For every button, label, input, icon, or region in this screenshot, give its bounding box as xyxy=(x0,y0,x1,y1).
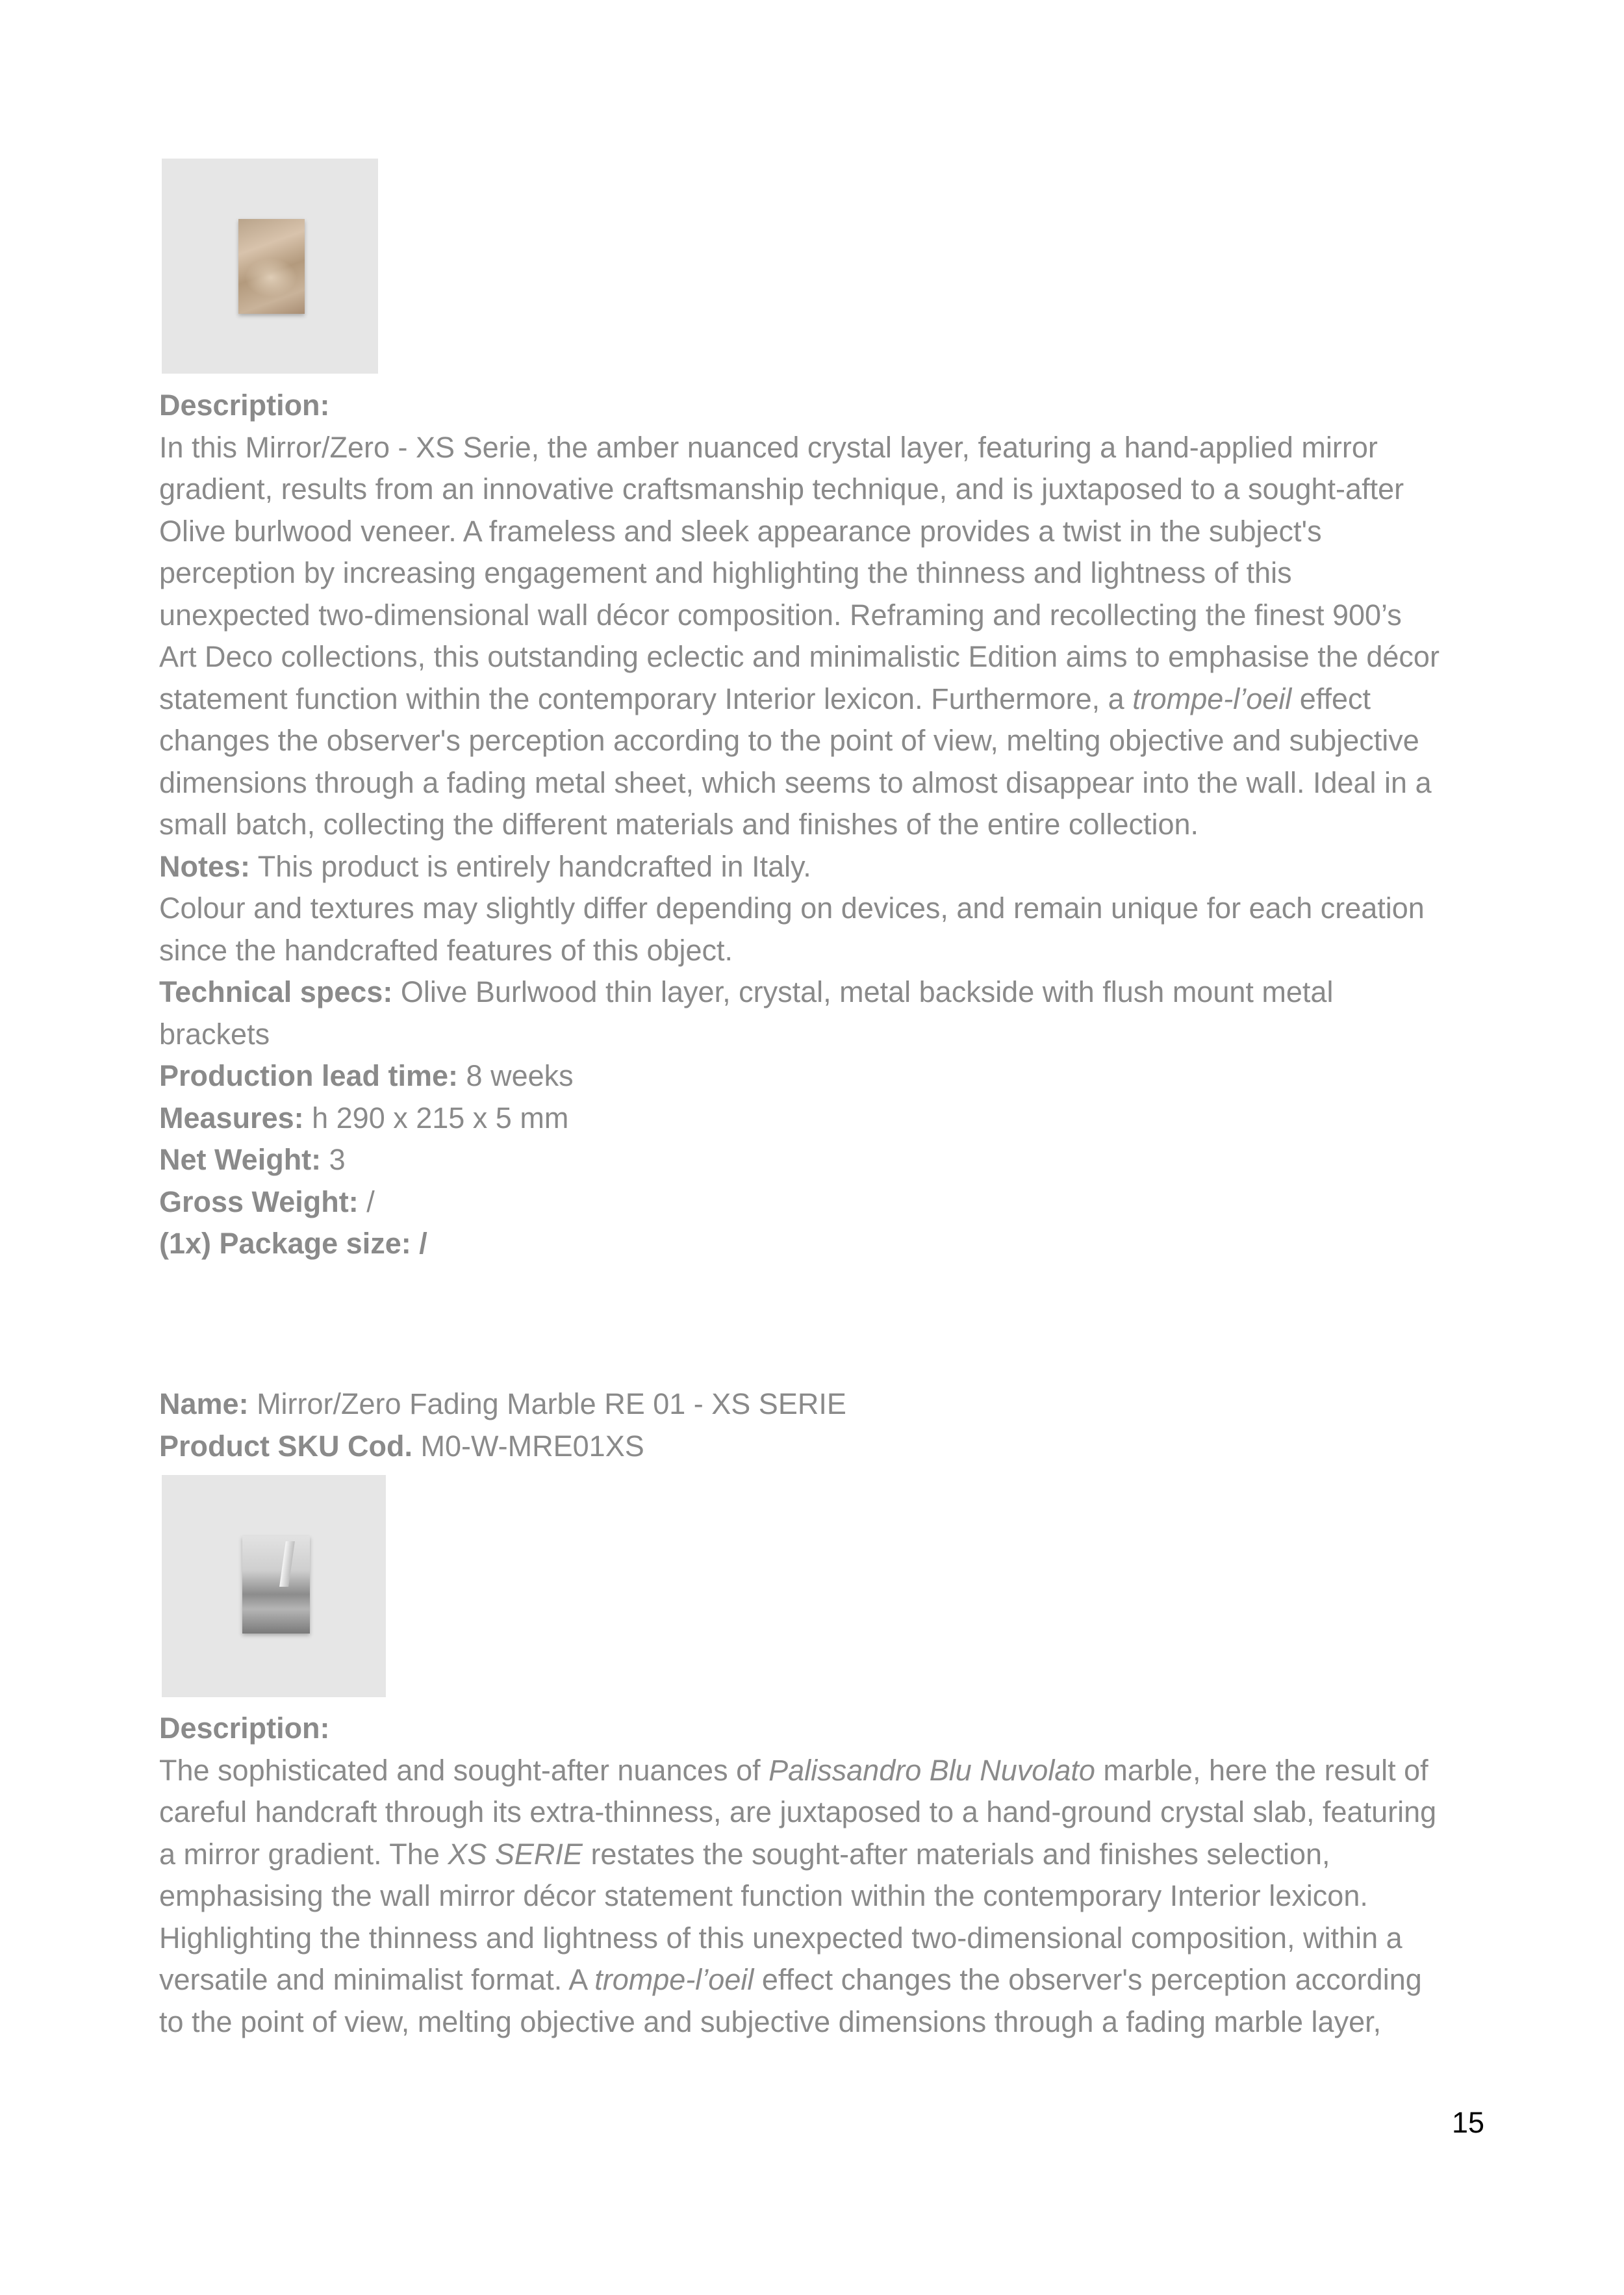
gross-weight-value: / xyxy=(358,1185,375,1218)
description-line: Highlighting the thinness and lightness of this unexpected two-dimensional composition, within a xyxy=(159,1921,1402,1955)
italic-term: trompe-l’oeil xyxy=(1132,682,1292,715)
lead-time-label: Production lead time: xyxy=(159,1059,459,1092)
measures-value: h 290 x 215 x 5 mm xyxy=(303,1101,569,1135)
sku-value: M0-W-MRE01XS xyxy=(412,1429,644,1463)
description-label: Description: xyxy=(159,389,330,422)
description-line: In this Mirror/Zero - XS Serie, the amber nuanced crystal layer, featuring a hand-applied mirror xyxy=(159,430,1378,464)
gross-weight-row xyxy=(159,1181,1440,1224)
description-line: gradient, results from an innovative craftsmanship technique, and is juxtaposed to a sought-after xyxy=(159,472,1404,506)
product-image-fading-marble xyxy=(162,1475,386,1697)
description-line: Olive burlwood veneer. A frameless and sleek appearance provides a twist in the subject's xyxy=(159,514,1322,548)
description-line: dimensions through a fading metal sheet, which seems to almost disappear into the wall. Ideal in a xyxy=(159,765,1432,799)
product2-details xyxy=(159,1708,1436,2043)
description-line: a mirror gradient. The XS SERIE restates the sought-after materials and finishes selection, xyxy=(159,1837,1330,1871)
mirror-artwork-marble xyxy=(242,1536,310,1634)
description-line: small batch, collecting the different materials and finishes of the entire collection. xyxy=(159,808,1199,841)
product-name-value: Mirror/Zero Fading Marble RE 01 - XS SERIE xyxy=(248,1387,846,1420)
description-line: changes the observer's perception according to the point of view, melting objective and subjective xyxy=(159,724,1419,757)
product2-header xyxy=(159,1383,846,1467)
tech-specs-continued: brackets xyxy=(159,1017,270,1051)
description-line: careful handcraft through its extra-thinness, are juxtaposed to a hand-ground crystal slab, featuring xyxy=(159,1795,1437,1828)
product1-details xyxy=(159,385,1440,1265)
gross-weight-label: Gross Weight: xyxy=(159,1185,359,1218)
product-image-olive-burlwood xyxy=(162,159,378,374)
measures-label: Measures: xyxy=(159,1101,304,1135)
sku-row xyxy=(159,1426,846,1468)
mirror-artwork-amber xyxy=(238,219,305,314)
description-line: to the point of view, melting objective and subjective dimensions through a fading marble layer, xyxy=(159,2005,1382,2038)
notes-row xyxy=(159,846,1440,888)
notes-value: This product is entirely handcrafted in Italy. xyxy=(250,849,811,883)
notes-label: Notes: xyxy=(159,849,251,883)
italic-term: trompe-l’oeil xyxy=(594,1963,754,1996)
description-label: Description: xyxy=(159,1712,330,1745)
lead-time-row xyxy=(159,1055,1440,1097)
product-name-row xyxy=(159,1383,846,1426)
lead-time-value: 8 weeks xyxy=(458,1059,574,1092)
net-weight-label: Net Weight: xyxy=(159,1143,322,1176)
description-line: Art Deco collections, this outstanding eclectic and minimalistic Edition aims to emphasise the décor xyxy=(159,640,1440,673)
italic-term: Palissandro Blu Nuvolato xyxy=(768,1753,1095,1787)
tech-specs-label: Technical specs: xyxy=(159,975,393,1008)
description-line: The sophisticated and sought-after nuances of Palissandro Blu Nuvolato marble, here the result of xyxy=(159,1753,1428,1787)
product-name-label: Name: xyxy=(159,1387,249,1420)
italic-term: XS SERIE xyxy=(448,1837,583,1871)
description-line: statement function within the contemporary Interior lexicon. Furthermore, a trompe-l’oeil effect xyxy=(159,682,1371,715)
tech-specs-row xyxy=(159,971,1440,1014)
notes-extra: Colour and textures may slightly differ depending on devices, and remain unique for each creation xyxy=(159,891,1425,925)
page-number: 15 xyxy=(1452,2106,1485,2139)
net-weight-value: 3 xyxy=(321,1143,346,1176)
net-weight-row xyxy=(159,1139,1440,1181)
description-line: unexpected two-dimensional wall décor composition. Reframing and recollecting the finest 900’s xyxy=(159,598,1402,632)
measures-row xyxy=(159,1097,1440,1140)
sku-label: Product SKU Cod. xyxy=(159,1429,412,1463)
description-line: perception by increasing engagement and highlighting the thinness and lightness of this xyxy=(159,556,1292,589)
package-size-row: (1x) Package size: / xyxy=(159,1227,427,1260)
description-line: emphasising the wall mirror décor statement function within the contemporary Interior lexicon. xyxy=(159,1879,1368,1912)
notes-extra: since the handcrafted features of this object. xyxy=(159,933,733,967)
tech-specs-value: Olive Burlwood thin layer, crystal, metal backside with flush mount metal xyxy=(392,975,1334,1008)
description-line: versatile and minimalist format. A trompe-l’oeil effect changes the observer's perception according xyxy=(159,1963,1422,1996)
